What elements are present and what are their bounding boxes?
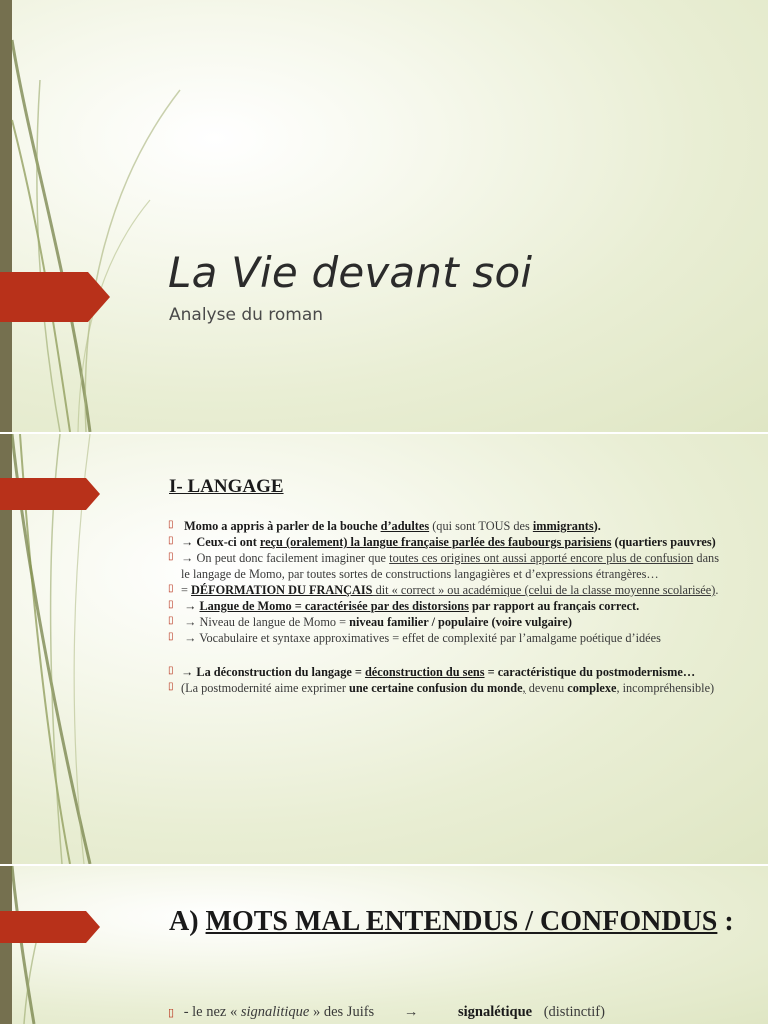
bullet-icon: ▯ — [168, 535, 174, 546]
bullet-icon: ▯ — [168, 665, 174, 676]
section-heading: A) MOTS MAL ENTENDUS / CONFONDUS : — [169, 906, 734, 937]
red-arrow-tab — [0, 478, 100, 510]
list-item: ▯ → Niveau de langue de Momo = niveau familier / populaire (voire vulgaire) — [168, 615, 572, 629]
bullet-icon: ▯ — [168, 551, 174, 562]
list-item: ▯ (La postmodernité aime exprimer une certaine confusion du monde, devenu complexe, incompréhensible) — [168, 681, 715, 695]
swoosh-decoration — [0, 0, 200, 432]
bullet-icon: ▯ — [168, 599, 174, 610]
mots-slide — [0, 866, 768, 1024]
red-arrow-tab — [0, 272, 110, 322]
bullet-icon: ▯ — [168, 631, 174, 642]
langage-slide — [0, 434, 768, 864]
list-item: ▯ → La déconstruction du langage = déconstruction du sens = caractéristique du postmodernisme… — [168, 665, 696, 679]
list-item: ▯ Momo a appris à parler de la bouche d’adultes (qui sont TOUS des immigrants). — [168, 519, 601, 533]
list-item: ▯ → On peut donc facilement imaginer que toutes ces origines ont aussi apporté encore plus de confusion dans le langage de Momo, par toutes sortes de constructions langagières et d’expressions étrangères… — [168, 551, 719, 581]
bullet-icon: ▯ — [168, 1007, 175, 1019]
arrow-icon: → — [403, 1004, 419, 1020]
section-heading: I- LANGAGE — [169, 476, 284, 497]
bullet-icon: ▯ — [168, 519, 174, 530]
title-slide — [0, 0, 768, 432]
langage-bullets — [168, 518, 719, 696]
list-item: ▯ → Vocabulaire et syntaxe approximatives = effet de complexité par l’amalgame poétique d’idées — [168, 631, 661, 645]
slide-title: La Vie devant soi — [168, 248, 533, 297]
list-item: ▯ = DÉFORMATION DU FRANÇAIS dit « correct » ou académique (celui de la classe moyenne scolarisée). — [168, 583, 719, 597]
bullet-icon: ▯ — [168, 615, 174, 626]
list-item: ▯ → Langue de Momo = caractérisée par des distorsions par rapport au français correct. — [168, 599, 640, 613]
slide-subtitle: Analyse du roman — [169, 305, 324, 325]
list-spacer — [168, 646, 719, 664]
list-item: ▯ → Ceux-ci ont reçu (oralement) la langue française parlée des faubourgs parisiens (quartiers pauvres) — [168, 535, 716, 549]
red-arrow-tab — [0, 911, 100, 943]
list-item: ▯ - le nez « signalitique » des Juifs → signalétique (distinctif) — [168, 1004, 605, 1020]
bullet-icon: ▯ — [168, 583, 174, 594]
bullet-icon: ▯ — [168, 681, 174, 692]
swoosh-decoration — [0, 866, 200, 1024]
